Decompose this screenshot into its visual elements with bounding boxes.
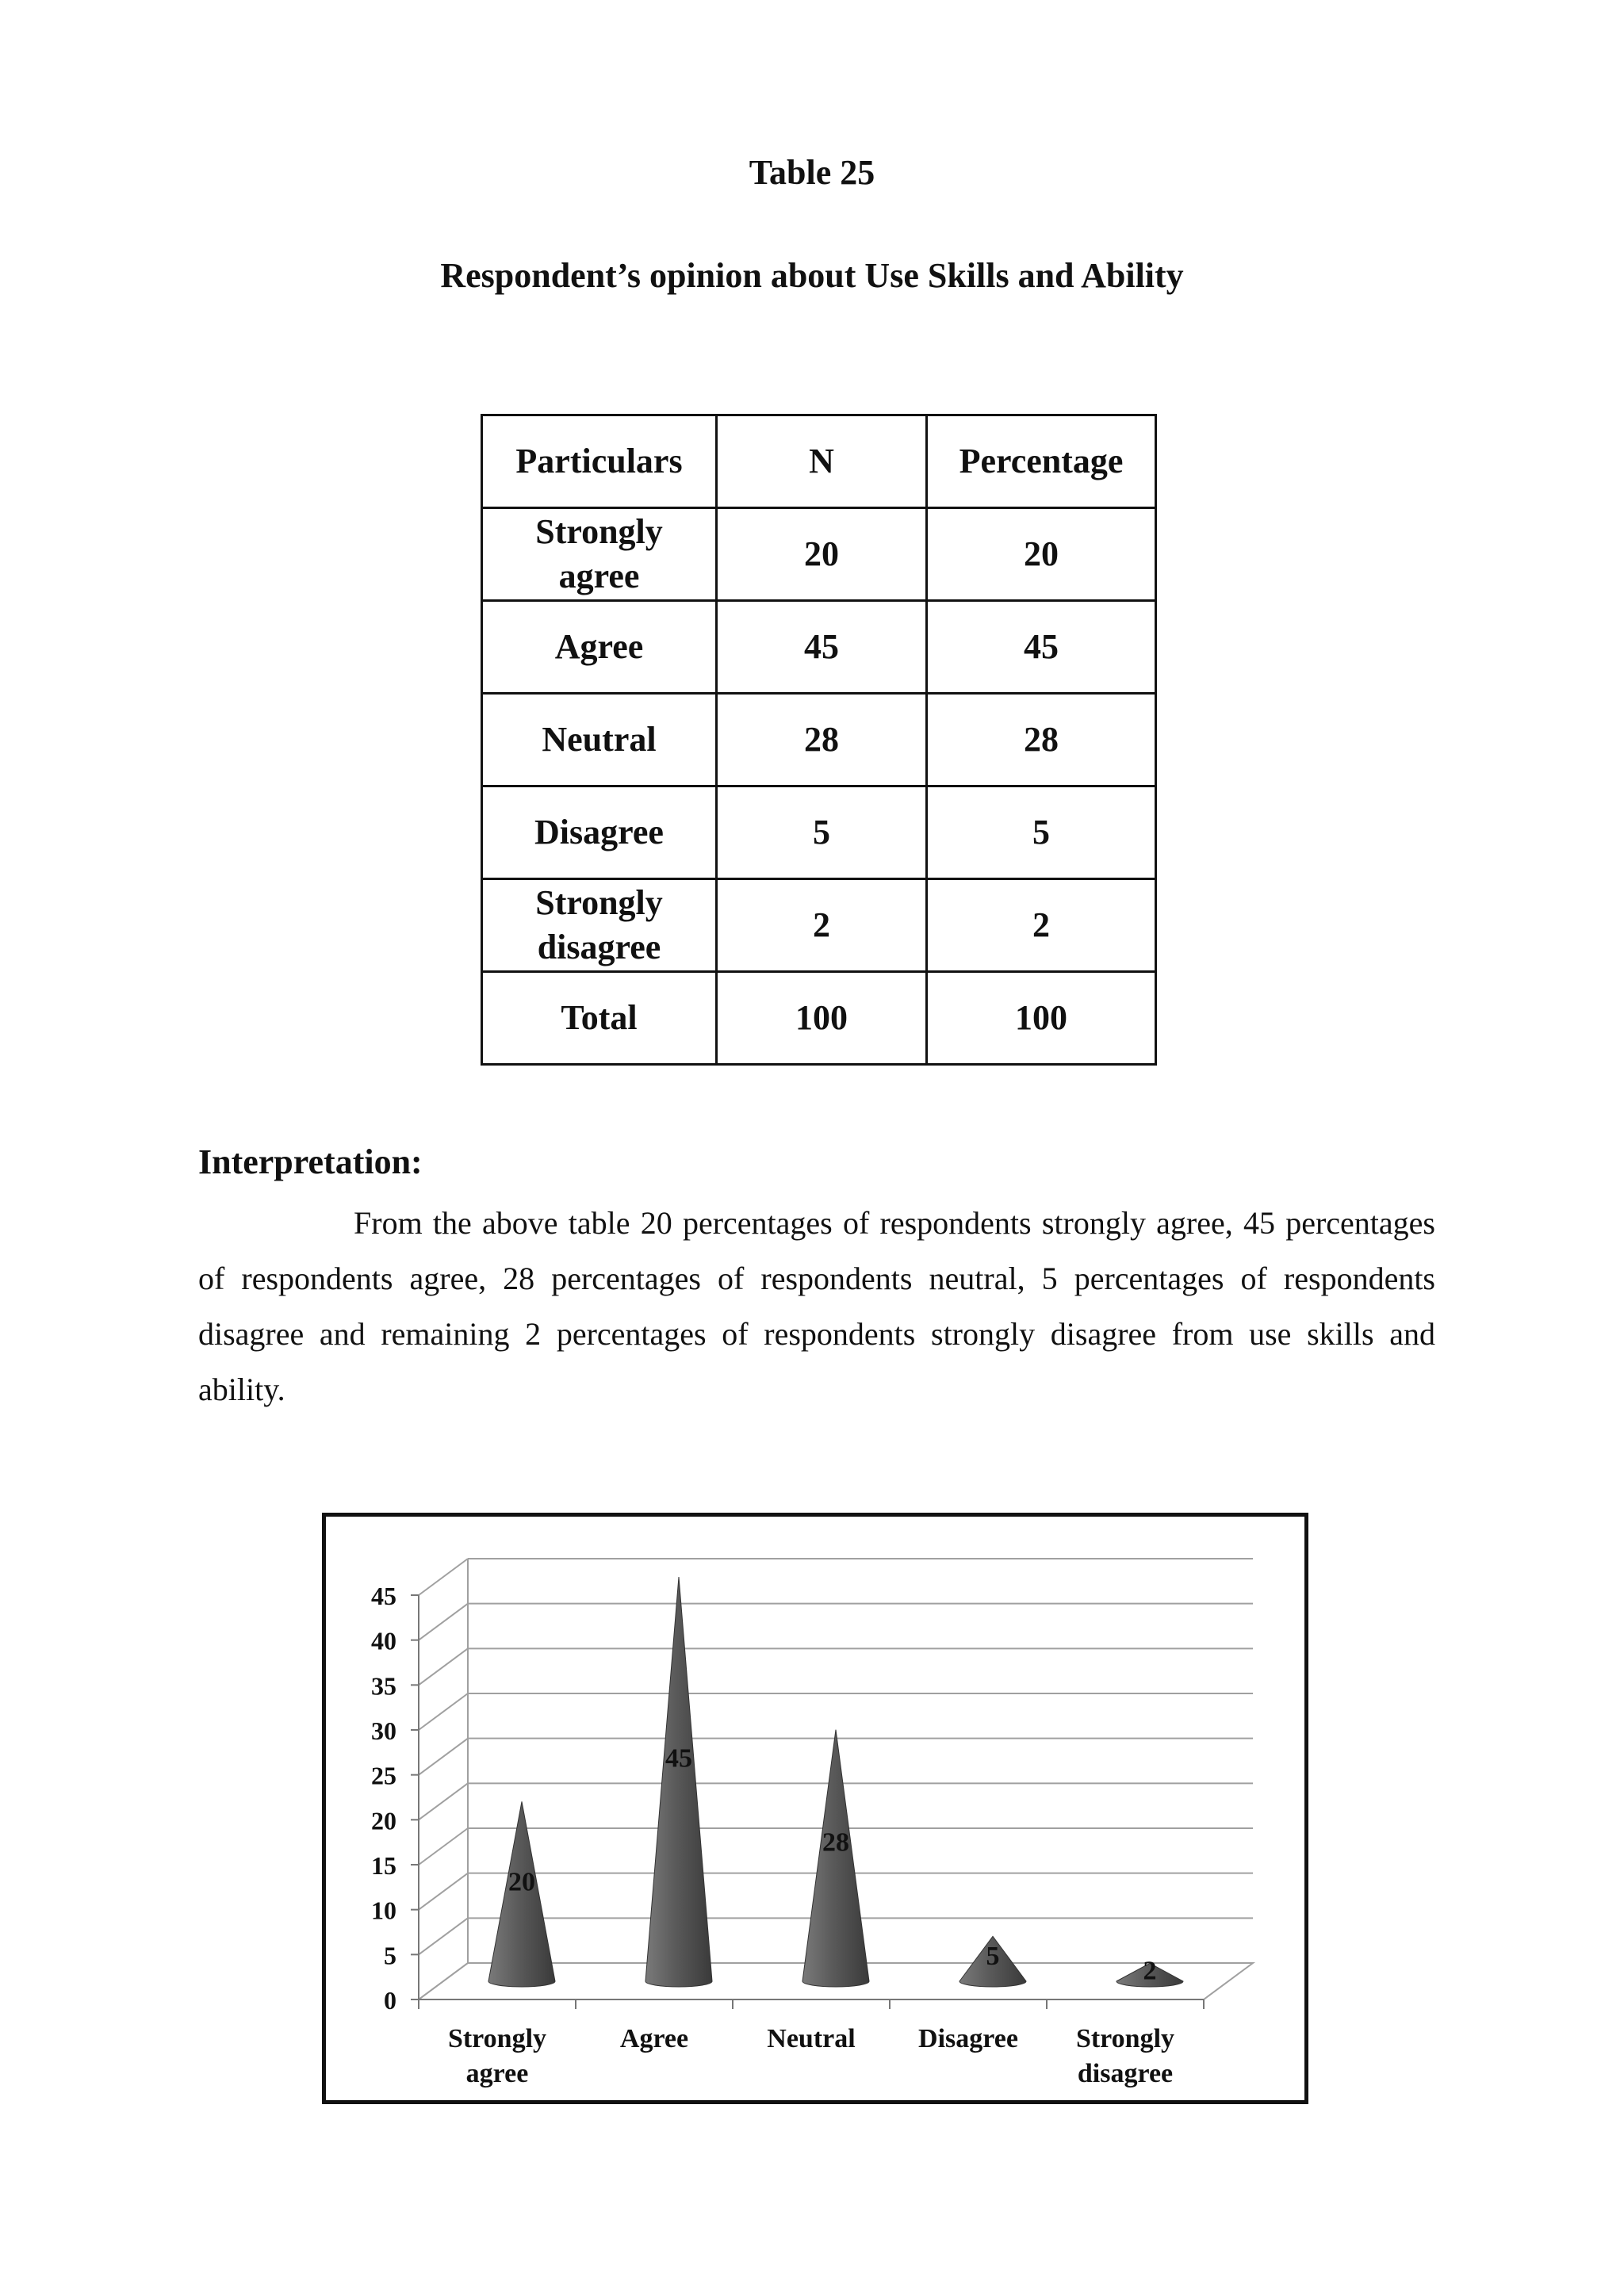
category-label: Agree bbox=[619, 2024, 689, 2053]
row-label: Strongly agree bbox=[482, 508, 717, 601]
category-label: Strongly agree bbox=[447, 2024, 547, 2088]
side-gridline bbox=[419, 1873, 468, 1910]
row-n: 5 bbox=[717, 786, 927, 879]
row-n: 2 bbox=[717, 879, 927, 972]
row-label: Total bbox=[482, 972, 717, 1065]
y-tick-label: 35 bbox=[371, 1671, 396, 1701]
cone-bar bbox=[645, 1577, 712, 1987]
data-label: 28 bbox=[822, 1827, 849, 1858]
row-percentage: 28 bbox=[927, 694, 1156, 786]
cone-bar bbox=[802, 1730, 869, 1987]
row-percentage: 100 bbox=[927, 972, 1156, 1065]
category-label: Neutral bbox=[767, 2024, 856, 2053]
side-gridline bbox=[419, 1693, 468, 1730]
row-n: 45 bbox=[717, 601, 927, 694]
row-percentage: 45 bbox=[927, 601, 1156, 694]
y-tick-label: 20 bbox=[371, 1806, 396, 1835]
data-label: 5 bbox=[986, 1941, 1000, 1971]
row-label: Strongly disagree bbox=[482, 879, 717, 972]
row-percentage: 20 bbox=[927, 508, 1156, 601]
side-gridline bbox=[419, 1559, 468, 1595]
interpretation-heading: Interpretation: bbox=[198, 1142, 423, 1181]
data-label: 2 bbox=[1143, 1956, 1157, 1986]
row-n: 28 bbox=[717, 694, 927, 786]
side-gridline bbox=[419, 1828, 468, 1865]
side-gridline bbox=[419, 1604, 468, 1640]
row-percentage: 2 bbox=[927, 879, 1156, 972]
interpretation-text: From the above table 20 percentages of respondents strongly agree, 45 percentages of respondents agree, 28 percentages of respondents neutral, 5 percentages of respondents disagree and remaining 2 percentages of respondents strongly disagree from use skills and ability. bbox=[198, 1205, 1435, 1407]
header-percentage: Percentage bbox=[927, 415, 1156, 508]
row-label: Agree bbox=[482, 601, 717, 694]
row-n: 20 bbox=[717, 508, 927, 601]
row-n: 100 bbox=[717, 972, 927, 1065]
y-tick-label: 5 bbox=[384, 1941, 396, 1970]
table-number: Table 25 bbox=[749, 153, 875, 192]
y-tick-label: 0 bbox=[384, 1986, 396, 2015]
table-title: Respondent’s opinion about Use Skills and Ability bbox=[440, 256, 1184, 295]
category-label: Strongly disagree bbox=[1075, 2024, 1175, 2088]
row-label: Disagree bbox=[482, 786, 717, 879]
row-percentage: 5 bbox=[927, 786, 1156, 879]
y-tick-label: 40 bbox=[371, 1626, 396, 1655]
y-tick-label: 25 bbox=[371, 1761, 396, 1790]
row-label: Neutral bbox=[482, 694, 717, 786]
side-gridline bbox=[419, 1739, 468, 1775]
data-label: 45 bbox=[665, 1743, 692, 1774]
side-gridline bbox=[419, 1783, 468, 1820]
side-gridline bbox=[419, 1648, 468, 1685]
header-n: N bbox=[717, 415, 927, 508]
header-particulars: Particulars bbox=[482, 415, 717, 508]
category-label: Disagree bbox=[918, 2024, 1018, 2053]
data-label: 20 bbox=[508, 1867, 535, 1897]
y-tick-label: 45 bbox=[371, 1582, 396, 1610]
y-tick-label: 15 bbox=[371, 1851, 396, 1880]
side-gridline bbox=[419, 1918, 468, 1954]
y-tick-label: 30 bbox=[371, 1716, 396, 1745]
y-tick-label: 10 bbox=[371, 1896, 396, 1925]
